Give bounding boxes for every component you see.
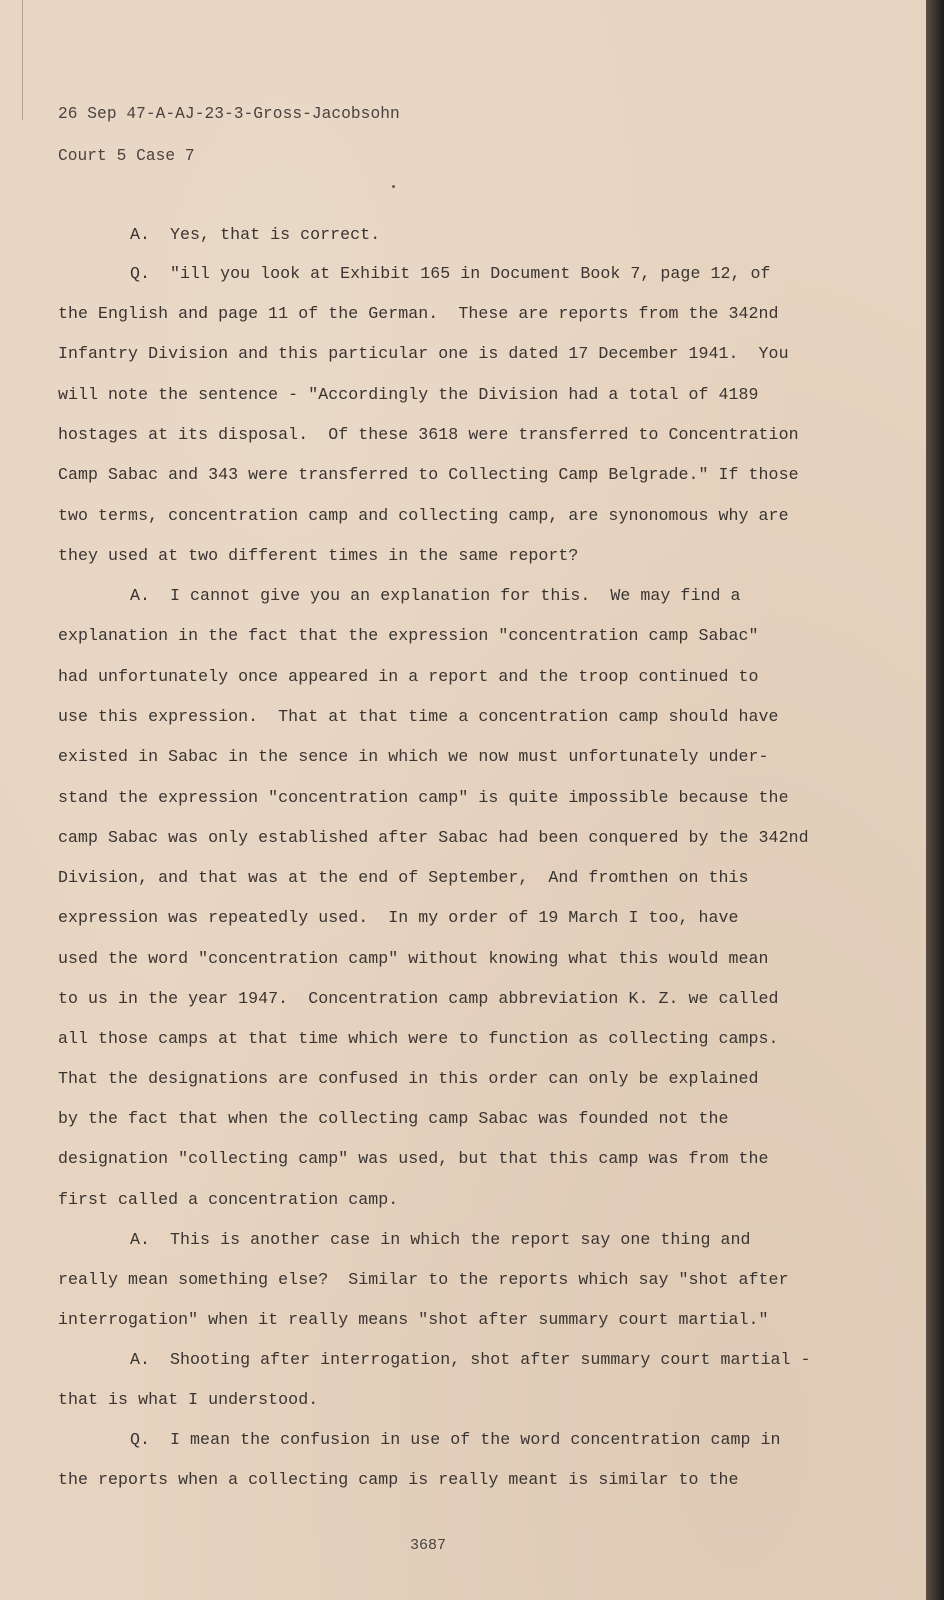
transcript-line: will note the sentence - "Accordingly the Division had a total of 4189 [58, 385, 759, 404]
transcript-line: really mean something else? Similar to the reports which say "shot after [58, 1270, 789, 1289]
transcript-line: camp Sabac was only established after Sabac had been conquered by the 342nd [58, 828, 809, 847]
transcript-line: two terms, concentration camp and collecting camp, are synonomous why are [58, 506, 789, 525]
transcript-line-answer: A. Yes, that is correct. [130, 225, 381, 244]
transcript-line: existed in Sabac in the sence in which we now must unfortunately under- [58, 747, 769, 766]
transcript-line: explanation in the fact that the expression "concentration camp Sabac" [58, 626, 759, 645]
transcript-line: designation "collecting camp" was used, but that this camp was from the [58, 1149, 769, 1168]
transcript-line: had unfortunately once appeared in a report and the troop continued to [58, 667, 759, 686]
transcript-line: Camp Sabac and 343 were transferred to Collecting Camp Belgrade." If those [58, 465, 799, 484]
transcript-line: Division, and that was at the end of September, And fromthen on this [58, 868, 749, 887]
transcript-line: used the word "concentration camp" without knowing what this would mean [58, 949, 769, 968]
transcript-line: all those camps at that time which were to function as collecting camps. [58, 1029, 779, 1048]
ink-speck [392, 185, 395, 188]
transcript-line: hostages at its disposal. Of these 3618 were transferred to Concentration [58, 425, 799, 444]
transcript-line: That the designations are confused in this order can only be explained [58, 1069, 759, 1088]
transcript-line: first called a concentration camp. [58, 1190, 399, 1209]
transcript-line: by the fact that when the collecting camp Sabac was founded not the [58, 1109, 729, 1128]
transcript-line-answer: A. I cannot give you an explanation for this. We may find a [130, 586, 741, 605]
court-case-label: Court 5 Case 7 [58, 147, 195, 165]
transcript-line-answer: A. This is another case in which the report say one thing and [130, 1230, 751, 1249]
transcript-line-answer: A. Shooting after interrogation, shot after summary court martial - [130, 1350, 811, 1369]
scan-edge-shadow [926, 0, 944, 1600]
transcript-line: the reports when a collecting camp is really meant is similar to the [58, 1470, 739, 1489]
page-number: 3687 [410, 1537, 447, 1554]
transcript-line: use this expression. That at that time a concentration camp should have [58, 707, 779, 726]
transcript-line: Infantry Division and this particular one is dated 17 December 1941. You [58, 344, 789, 363]
transcript-line: interrogation" when it really means "shot after summary court martial." [58, 1310, 769, 1329]
transcript-line: the English and page 11 of the German. These are reports from the 342nd [58, 304, 779, 323]
transcript-line: to us in the year 1947. Concentration camp abbreviation K. Z. we called [58, 989, 779, 1008]
document-reference: 26 Sep 47-A-AJ-23-3-Gross-Jacobsohn [58, 105, 400, 123]
transcript-line: they used at two different times in the same report? [58, 546, 579, 565]
transcript-line-question: Q. I mean the confusion in use of the word concentration camp in [130, 1430, 781, 1449]
transcript-line: stand the expression "concentration camp" is quite impossible because the [58, 788, 789, 807]
transcript-line-question: Q. "ill you look at Exhibit 165 in Document Book 7, page 12, of [130, 264, 771, 283]
transcript-line: that is what I understood. [58, 1390, 319, 1409]
transcript-line: expression was repeatedly used. In my order of 19 March I too, have [58, 908, 739, 927]
page-fold-line [22, 0, 23, 120]
